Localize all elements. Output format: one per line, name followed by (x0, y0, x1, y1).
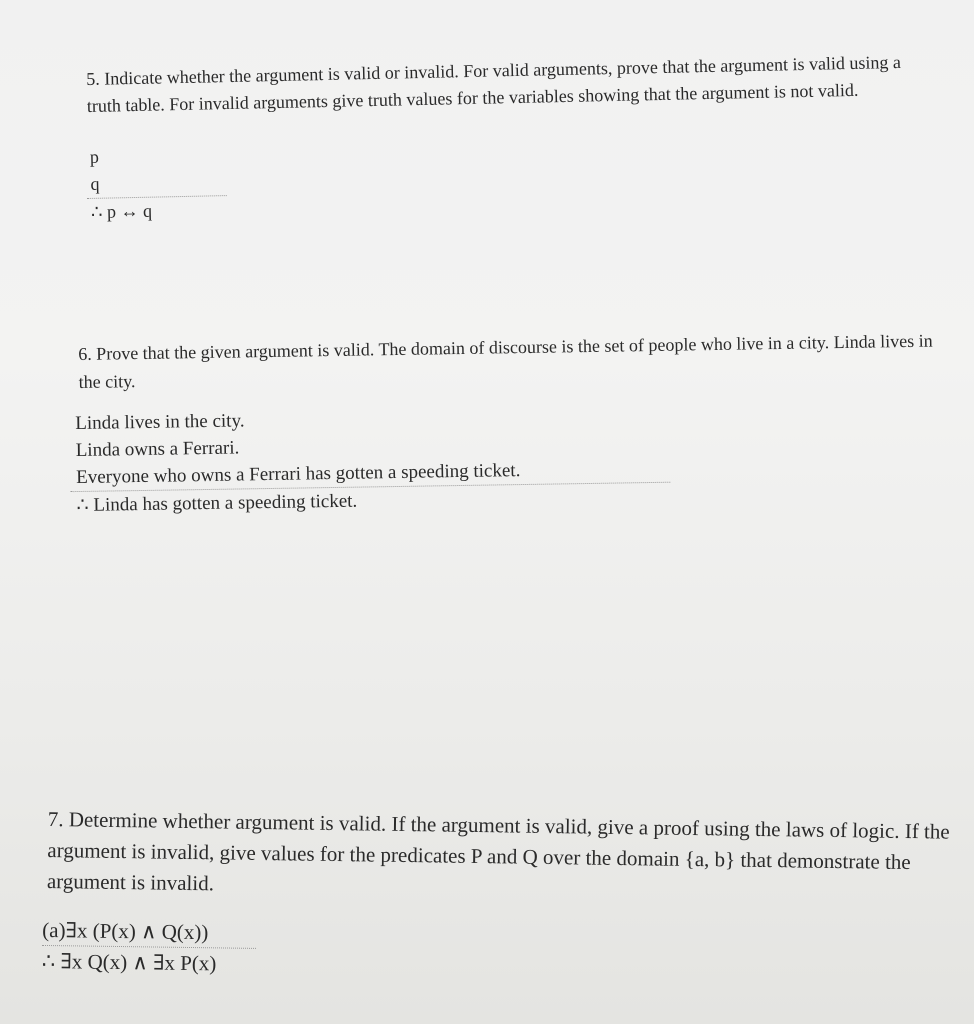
question-5-premise-q: q (90, 173, 100, 194)
question-6-premise-3: Everyone who owns a Ferrari has gotten a speeding ticket. (75, 460, 521, 489)
question-5 (86, 48, 929, 226)
question-7-conclusion: ∴ ∃x Q(x) ∧ ∃x P(x) (41, 948, 217, 976)
question-7-argument (42, 915, 965, 989)
question-6 (75, 326, 951, 519)
question-7-premise: (a)∃x (P(x) ∧ Q(x)) (42, 917, 209, 945)
question-6-argument (75, 396, 951, 519)
question-7-prompt: 7. Determine whether argument is valid. If the argument is valid, give a proof using the laws of logic. If the argument is invalid, give values for the predicates P and Q over the domain {a, b} that demonstrate the argument is invalid. (46, 806, 950, 896)
question-5-conclusion: ∴ p ↔ q (90, 200, 153, 222)
question-5-premise-p: p (89, 146, 100, 167)
question-6-conclusion: ∴ Linda has gotten a speeding ticket. (76, 490, 358, 517)
question-7 (41, 804, 966, 989)
question-6-prompt: 6. Prove that the given argument is valid. The domain of discourse is the set of people who live in a city. Linda lives in the city. (78, 330, 933, 392)
question-6-premise-1: Linda lives in the city. (75, 410, 245, 435)
question-5-argument (90, 126, 930, 226)
question-6-premise-2: Linda owns a Ferrari. (75, 437, 240, 462)
question-5-prompt: 5. Indicate whether the argument is valid or invalid. For valid arguments, prove that the argument is valid using a truth table. For invalid arguments give truth values for the variables showing that the argument is not valid. (86, 51, 902, 116)
